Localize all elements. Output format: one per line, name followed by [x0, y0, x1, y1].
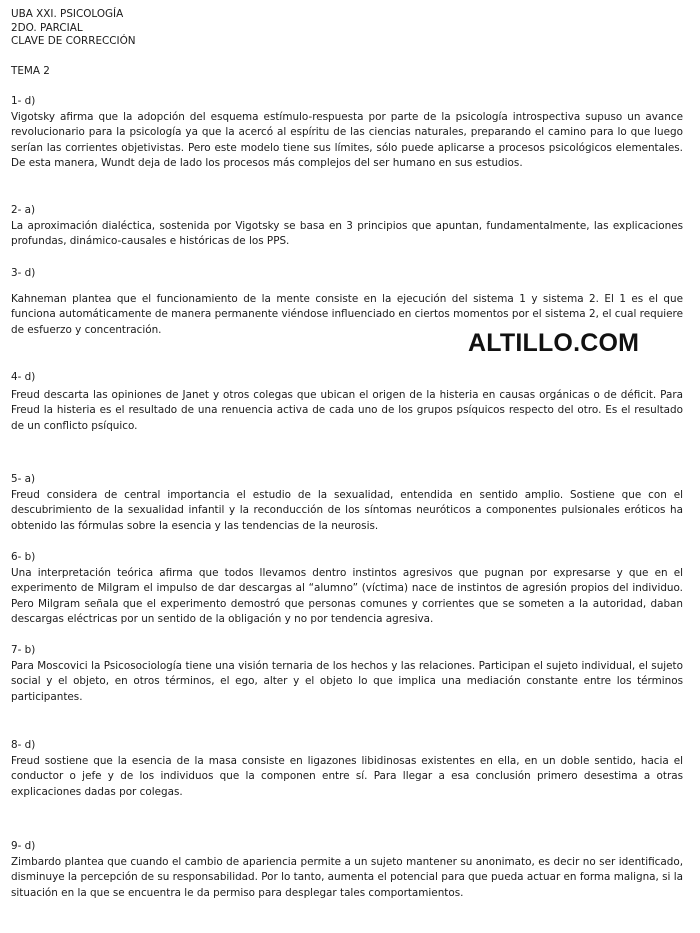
question-label: 8- d)	[11, 739, 36, 751]
question-answer-text: Freud considera de central importancia el estudio de la sexualidad, entendida en sentido amplio. Sostiene que con el descubrimiento de la sexualidad infantil y la reconducción de los síntomas neuróticos a componentes pulsionales eróticos ha obtenido las fórmulas sobre la esencia y las tendencias de la neurosis.	[11, 488, 683, 532]
question-answer-text: Para Moscovici la Psicosociología tiene una visión ternaria de los hechos y las relaciones. Participan el sujeto individual, el sujeto social y el objeto, en otros términos, el ego, alter y el objeto lo que implica una mediación constante entre los términos participantes.	[11, 659, 683, 703]
question-label: 9- d)	[11, 840, 36, 852]
altillo-watermark: ALTILLO.COM	[468, 329, 640, 357]
question-label: 3- d)	[11, 267, 36, 279]
header-exam: 2DO. PARCIAL	[11, 21, 83, 34]
document-header	[11, 8, 683, 49]
header-answer-key: CLAVE DE CORRECCIÓN	[11, 35, 136, 48]
question-label: 6- b)	[11, 551, 36, 563]
question-5	[11, 472, 683, 534]
question-answer-text: Freud descarta las opiniones de Janet y otros colegas que ubican el origen de la histeria en causas orgánicas o de déficit. Para Freud la histeria es el resultado de una renuencia activa de cada uno de los grupos psíquicos respecto del otro. Es el resultado de un conflicto psíquico.	[11, 388, 683, 432]
question-label: 4- d)	[11, 371, 36, 383]
question-8	[11, 738, 683, 800]
question-3	[11, 266, 683, 338]
question-answer-text: Una interpretación teórica afirma que todos llevamos dentro instintos agresivos que pugnan por expresarse y que en el experimento de Milgram el impulso de dar descargas al “alumno” (víctima) nace de instintos de agresión propios del individuo. Pero Milgram señala que el experimento demostró que personas comunes y corrientes que se someten a la autoridad, daban descargas eléctricas por un sentido de la obligación y no por tendencia agresiva.	[11, 566, 683, 626]
question-label: 7- b)	[11, 644, 36, 656]
tema-heading	[11, 64, 683, 80]
question-answer-text: Vigotsky afirma que la adopción del esquema estímulo-respuesta por parte de la psicología introspectiva supuso un avance revolucionario para la psicología ya que la acercó al espíritu de las ciencias naturales, preparando el camino para lo que luego serían las corrientes objetivistas. Pero este modelo tiene sus límites, sólo puede aplicarse a procesos psicológicos elementales. De esta manera, Wundt deja de lado los procesos más complejos del ser humano en sus estudios.	[11, 110, 683, 170]
question-answer-text: Kahneman plantea que el funcionamiento de la mente consiste en la ejecución del sistema 1 y sistema 2. El 1 es el que funciona automáticamente de manera permanente viéndose influenciado en ciertos momentos por el sistema 2, el cual requiere de esfuerzo y concentración.	[11, 292, 683, 336]
tema-label: TEMA 2	[11, 65, 50, 77]
question-answer-text: Zimbardo plantea que cuando el cambio de apariencia permite a un sujeto mantener su anonimato, es decir no ser identificado, disminuye la percepción de su responsabilidad. Por lo tanto, aumenta el potencial para que pueda actuar en forma maligna, si la situación en la que se encuentra le da permiso para desplegar tales comportamientos.	[11, 855, 683, 899]
question-label: 2- a)	[11, 204, 36, 216]
question-6	[11, 550, 683, 628]
question-9	[11, 839, 683, 901]
question-answer-text: Freud sostiene que la esencia de la masa consiste en ligazones libidinosas existentes en ella, en un doble sentido, hacia el conductor o jefe y de los individuos que la componen entre sí. Para llegar a esa conclusión primero desestima a otras explicaciones dadas por colegas.	[11, 754, 683, 798]
question-7	[11, 643, 683, 705]
question-answer-text: La aproximación dialéctica, sostenida por Vigotsky se basa en 3 principios que apuntan, fundamentalmente, las explicaciones profundas, dinámico-causales e históricas de los PPS.	[11, 219, 683, 248]
question-label: 1- d)	[11, 95, 36, 107]
header-institution: UBA XXI. PSICOLOGÍA	[11, 8, 124, 20]
question-4	[11, 370, 683, 434]
question-1	[11, 94, 683, 172]
question-label: 5- a)	[11, 473, 36, 485]
question-2	[11, 203, 683, 250]
